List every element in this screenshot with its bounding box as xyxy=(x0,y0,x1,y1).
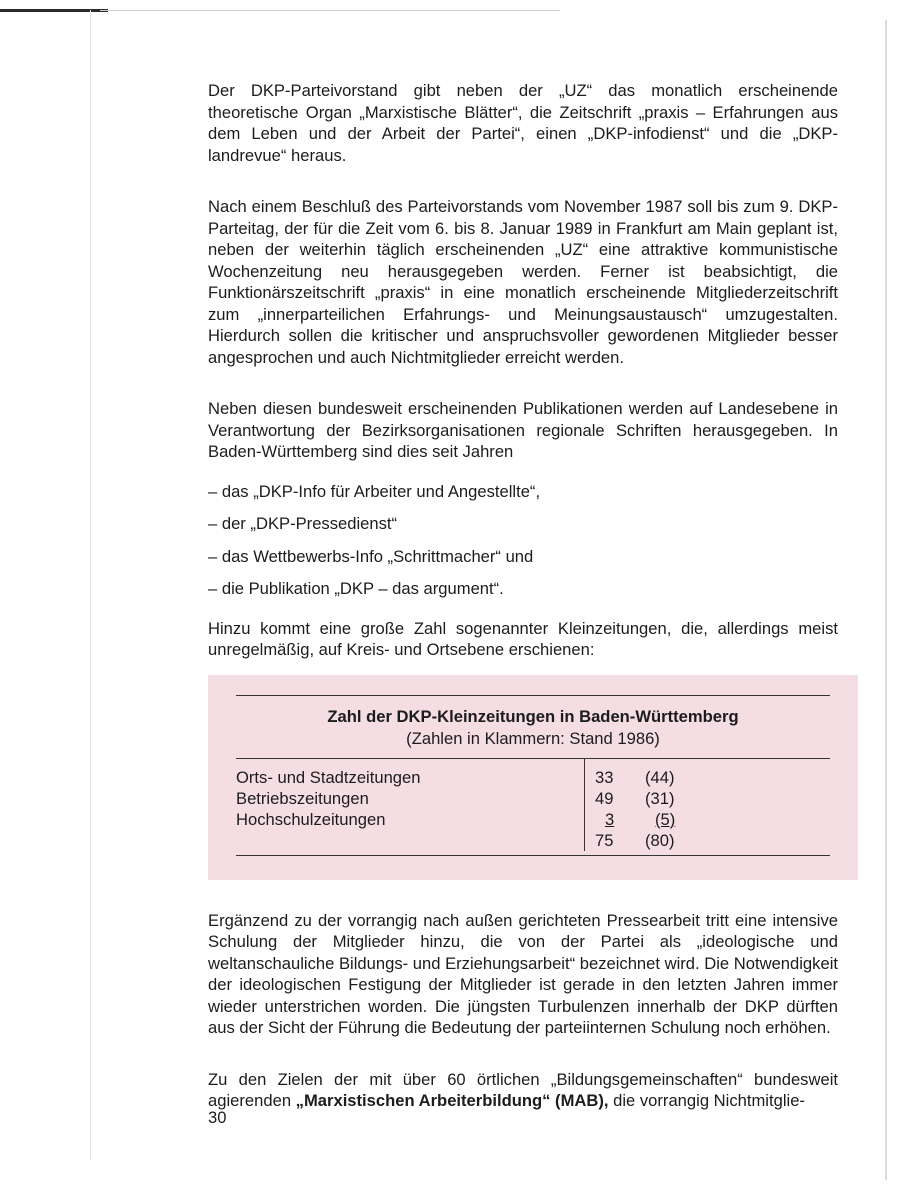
paragraph-regional: Neben diesen bundesweit erscheinenden Publikationen werden auf Landesebene in Verantwortung der Bezirksorganisationen regionale Schriften herausgegeben. In Baden-Württemberg sind dies seit Jahren xyxy=(208,399,838,461)
table-top-rule xyxy=(236,695,830,696)
table-body xyxy=(236,759,830,851)
list-item: – der „DKP-Pressedienst“ xyxy=(208,514,398,533)
table-total-previous: (80) xyxy=(645,830,675,850)
table-total-row xyxy=(595,830,795,851)
table-value-current: 33 xyxy=(595,767,614,787)
page-number: 30 xyxy=(208,1108,227,1127)
page-content xyxy=(208,80,838,1112)
table-row xyxy=(595,809,795,830)
list-item: – das „DKP-Info für Arbeiter und Angestellte“, xyxy=(208,481,541,501)
table-row-label: Orts- und Stadtzeitungen xyxy=(236,767,421,787)
publication-list xyxy=(208,481,838,600)
scan-edge-top-faint xyxy=(100,10,560,11)
paragraph-mab-start: Zu den Zielen der mit über 60 örtlichen „Bildungsgemeinschaften“ bundesweit agierenden xyxy=(208,1069,838,1110)
table-row xyxy=(595,767,795,788)
scan-edge-right xyxy=(885,20,887,1180)
paragraph-mab-bold: „Marxistischen Arbeiterbildung“ (MAB), xyxy=(295,1091,609,1110)
table-subtitle: (Zahlen in Klammern: Stand 1986) xyxy=(406,728,660,748)
table-row-label: Hochschulzeitungen xyxy=(236,809,386,829)
table-title: Zahl der DKP-Kleinzeitungen in Baden-Württemberg xyxy=(327,706,739,726)
paragraph-decision: Nach einem Beschluß des Parteivorstands vom November 1987 soll bis zum 9. DKP-Parteitag, der für die Zeit vom 6. bis 8. Januar 1989 in Frankfurt am Main geplant ist, neben der weiterhin täglich erscheinenden „UZ“ eine attraktive kommunistische Wochenzeitung neu herausgegeben werden. Ferner ist beabsichtigt, die Funktionärszeitschrift „praxis“ in eine monatlich erscheinende Mitgliederzeitschrift zum „innerparteilichen Erfahrungs- und Meinungsaustausch“ umzugestalten. Hierdurch sollen die kritischer und anspruchsvoller gewordenen Mitglieder besser angesprochen und auch Nichtmitglieder erreicht werden. xyxy=(208,197,838,367)
table-value-current: 3 xyxy=(605,809,615,829)
table-total-current: 75 xyxy=(595,830,614,850)
table-value-current: 49 xyxy=(595,788,614,808)
table-value-current-cell xyxy=(595,809,645,830)
list-item: – das Wettbewerbs-Info „Schrittmacher“ und xyxy=(208,546,534,566)
paragraph-mab xyxy=(208,1069,838,1112)
paragraph-small-papers: Hinzu kommt eine große Zahl sogenannter Kleinzeitungen, die, allerdings meist unregelmäßig, auf Kreis- und Ortsebene erschienen: xyxy=(208,618,838,659)
scan-edge-top xyxy=(0,9,108,12)
table-value-previous: (5) xyxy=(655,809,676,829)
paragraph-mab-end: die vorrangig Nichtmitglie- xyxy=(608,1091,805,1110)
statistics-table-box xyxy=(208,675,858,880)
table-bottom-rule xyxy=(236,855,830,856)
paragraph-training: Ergänzend zu der vorrangig nach außen gerichteten Pressearbeit tritt eine intensive Schulung der Mitglieder hinzu, die von der Partei als „ideologische und weltanschauliche Bildungs- und Erziehungsarbeit“ bezeichnet wird. Die Notwendigkeit der ideologischen Festigung der Mitglieder ist gerade in den letzten Jahren immer wieder unterstrichen worden. Die jüngsten Turbulenzen innerhalb der DKP dürften aus der Sicht der Führung die Bedeutung der parteiinternen Schulung noch erhöhen. xyxy=(208,910,838,1037)
list-item: – die Publikation „DKP – das argument“. xyxy=(208,579,504,598)
table-value-previous: (31) xyxy=(645,788,675,808)
table-row xyxy=(595,788,795,809)
scan-edge-left xyxy=(90,10,91,1160)
table-value-previous: (44) xyxy=(645,767,675,787)
paragraph-publications: Der DKP-Parteivorstand gibt neben der „UZ“ das monatlich erscheinende theoretische Organ „Marxistische Blätter“, die Zeitschrift „praxis – Erfahrungen aus dem Leben und der Arbeit der Partei“, einen „DKP-infodienst“ und die „DKP-landrevue“ heraus. xyxy=(208,81,838,165)
table-labels-column xyxy=(236,759,584,851)
table-row-label: Betriebszeitungen xyxy=(236,788,369,808)
table-value-previous-cell xyxy=(645,809,705,830)
table-values-column xyxy=(584,759,795,851)
